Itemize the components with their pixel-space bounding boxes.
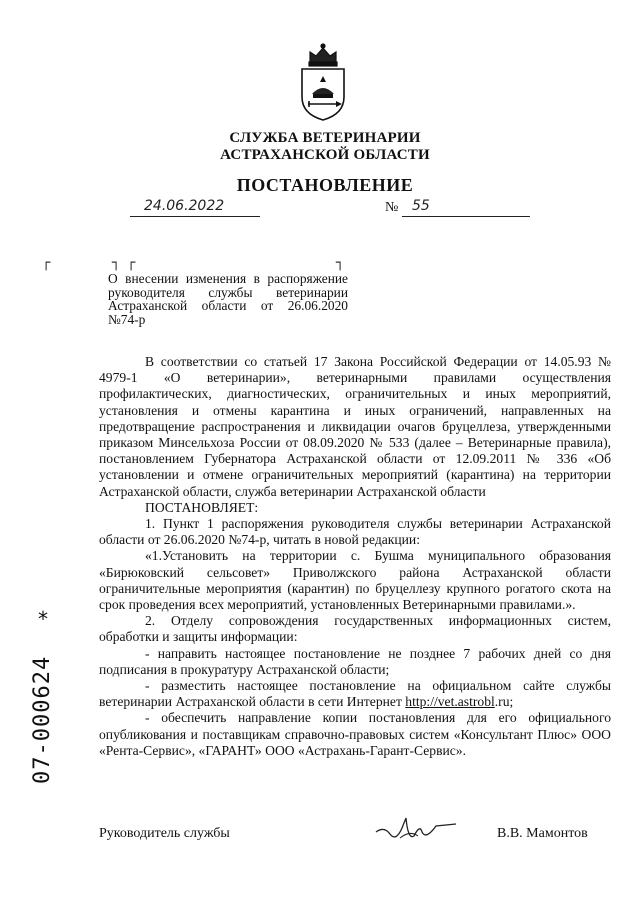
item-2a-paragraph: - направить настоящее постановление не позднее 7 рабочих дней со дня подписания в прокуратуру Астраханской области; <box>99 645 611 677</box>
corner-bracket-icon: ┐ <box>336 255 345 271</box>
preamble-paragraph: В соответствии со статьей 17 Закона Российской Федерации от 14.05.93 № 4979-1 «О ветеринарии», ветеринарными правилами осуществления профилактических, диагностических, ограничительных и иных мероприятий, установления и отмены карантина и иных ограничений, направленных на предотвращение распространения и ликвидации очагов бруцеллеза, утвержденными приказом Минсельхоза России от 08.09.2020 № 533 (далее – Ветеринарные правила), постановлением Губернатора Астраханской области от 12.09.2011 № 336 «Об установлении и отмене ограничительных мероприятий (карантина) на территории Астраханской области, служба ветеринарии Астраханской области <box>99 354 611 499</box>
org-name-line2: АСТРАХАНСКОЙ ОБЛАСТИ <box>220 147 430 163</box>
item-2c-paragraph: - обеспечить направление копии постановления для его официального опубликования и поставщикам справочно-правовых систем «Консультант Плюс» ООО «Рента-Сервис», «ГАРАНТ» ООО «Астрахань-Гарант-Сервис». <box>99 710 611 758</box>
margin-registration-code: 07-000624 <box>30 655 55 784</box>
signatory-name: В.В. Мамонтов <box>497 826 588 841</box>
date-field <box>130 200 260 217</box>
website-link[interactable]: http://vet.astrobl <box>405 694 495 710</box>
document-subject: О внесении изменения в распоряжение руководителя службы ветеринарии Астраханской области от 26.06.2020 №74-р <box>108 271 348 327</box>
corner-bracket-icon: ┌ <box>42 255 51 271</box>
asterisk-mark: * <box>38 607 48 631</box>
item-1-quote-paragraph: «1.Установить на территории с. Бушма муниципального образования «Бирюковский сельсовет» Приволжского района Астраханской области ограничительные мероприятия (карантин) по бруцеллезу крупного рогатого скота на срок проведения всех мероприятий, установленных Ветеринарными правилами.». <box>99 548 611 613</box>
document-type: ПОСТАНОВЛЕНИЕ <box>236 175 414 195</box>
item-2b-tail: .ru; <box>494 694 514 710</box>
item-2-paragraph: 2. Отделу сопровождения государственных информационных систем, обработки и защиты информации: <box>99 613 611 645</box>
handwritten-signature-icon <box>370 810 460 850</box>
resolves-heading: ПОСТАНОВЛЯЕТ: <box>145 499 259 515</box>
date-handwritten: 24.06.2022 <box>144 198 225 214</box>
document-body <box>99 354 611 759</box>
coat-of-arms-icon <box>296 42 350 122</box>
number-handwritten: 55 <box>412 198 430 214</box>
number-sign: № <box>385 200 399 215</box>
signatory-position: Руководитель службы <box>99 826 230 841</box>
corner-bracket-icon: ┌ <box>127 255 136 271</box>
item-1-paragraph: 1. Пункт 1 распоряжения руководителя службы ветеринарии Астраханской области от 26.06.2020 №74-р, читать в новой редакции: <box>99 516 611 548</box>
number-field <box>402 200 530 217</box>
corner-bracket-icon: ┐ <box>112 255 121 271</box>
item-2b-paragraph <box>99 678 611 710</box>
org-name-line1: СЛУЖБА ВЕТЕРИНАРИИ <box>229 130 421 146</box>
item-2b-text: - разместить настоящее постановление на официальном сайте службы ветеринарии Астраханской области в сети Интернет <box>99 678 611 710</box>
